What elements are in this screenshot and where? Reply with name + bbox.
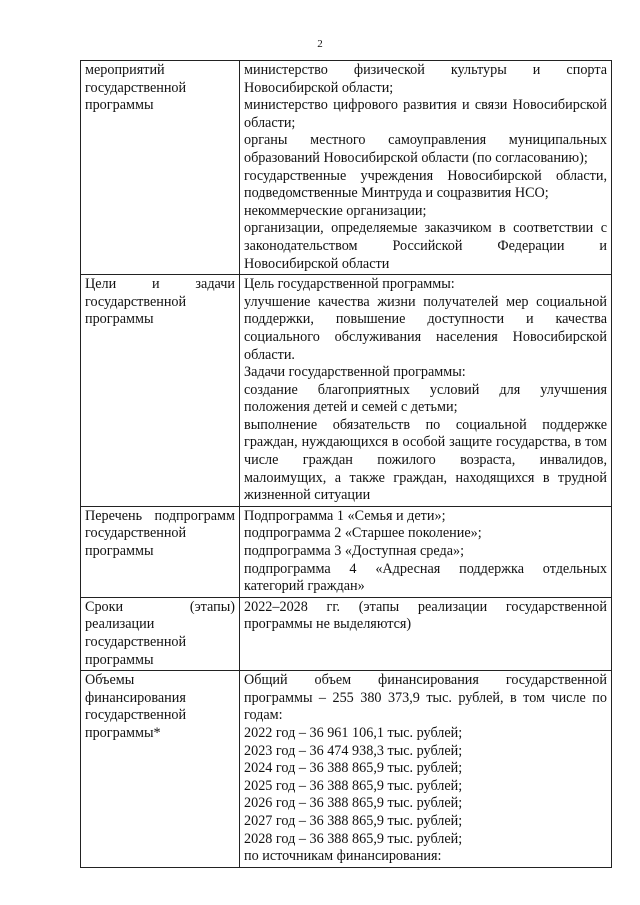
content-line: Общий объем финансирования государственной программы – 255 380 373,9 тыс. рублей, в том числе по годам: bbox=[244, 672, 607, 724]
content-line: 2022 год – 36 961 106,1 тыс. рублей; bbox=[244, 724, 463, 741]
row-content bbox=[240, 275, 612, 507]
content-line: Цель государственной программы: bbox=[244, 276, 455, 293]
content-line: выполнение обязательств по социальной поддержке граждан, нуждающихся в особой защите государства, в том числе граждан пожилого возраста, инвалидов, малоимущих, а также граждан, находящихся в трудной жизненной ситуации bbox=[244, 416, 607, 504]
content-line: министерство цифрового развития и связи Новосибирской области; bbox=[244, 97, 607, 131]
content-line: подпрограмма 3 «Доступная среда»; bbox=[244, 543, 465, 560]
content-line: государственные учреждения Новосибирской области, подведомственные Минтруда и соцразвития НСО; bbox=[244, 167, 607, 202]
content-line: 2024 год – 36 388 865,9 тыс. рублей; bbox=[244, 760, 463, 777]
row-content bbox=[240, 506, 612, 597]
content-line: 2023 год – 36 474 938,3 тыс. рублей; bbox=[244, 742, 463, 759]
page-number: 2 bbox=[317, 38, 323, 50]
content-line: 2025 год – 36 388 865,9 тыс. рублей; bbox=[244, 777, 463, 794]
row-label: Объемы финансирования государственной программы* bbox=[81, 671, 240, 868]
content-line: 2026 год – 36 388 865,9 тыс. рублей; bbox=[244, 795, 463, 812]
content-line: по источникам финансирования: bbox=[244, 848, 442, 865]
table-row bbox=[81, 61, 612, 275]
row-label: Цели и задачи государственной программы bbox=[81, 275, 240, 507]
row-content bbox=[240, 597, 612, 670]
content-line: подпрограмма 4 «Адресная поддержка отдельных категорий граждан» bbox=[244, 560, 607, 595]
content-line: организации, определяемые заказчиком в соответствии с законодательством Российской Федерации и Новосибирской области bbox=[244, 220, 607, 272]
table-row bbox=[81, 275, 612, 507]
row-content bbox=[240, 61, 612, 275]
table-row bbox=[81, 671, 612, 868]
content-line: министерство физической культуры и спорта Новосибирской области; bbox=[244, 62, 607, 96]
row-label: Перечень подпрограмм государственной программы bbox=[81, 506, 240, 597]
content-line: 2028 год – 36 388 865,9 тыс. рублей; bbox=[244, 830, 463, 847]
content-line: 2027 год – 36 388 865,9 тыс. рублей; bbox=[244, 812, 463, 829]
table-row bbox=[81, 506, 612, 597]
content-line: органы местного самоуправления муниципальных образований Новосибирской области (по согласованию); bbox=[244, 132, 607, 166]
content-line: 2022–2028 гг. (этапы реализации государственной программы не выделяются) bbox=[244, 598, 607, 633]
table-row bbox=[81, 597, 612, 670]
content-line: создание благоприятных условий для улучшения положения детей и семей с детьми; bbox=[244, 381, 607, 416]
row-label: мероприятий государственной программы bbox=[81, 61, 240, 275]
content-line: Подпрограмма 1 «Семья и дети»; bbox=[244, 507, 446, 524]
program-passport-table bbox=[80, 60, 612, 868]
content-line: улучшение качества жизни получателей мер социальной поддержки, повышение доступности и качества социального обслуживания населения Новосибирской области. bbox=[244, 293, 607, 363]
content-line: некоммерческие организации; bbox=[244, 202, 427, 219]
content-line: подпрограмма 2 «Старшее поколение»; bbox=[244, 525, 482, 542]
content-line: Задачи государственной программы: bbox=[244, 364, 466, 381]
row-label: Сроки (этапы) реализации государственной программы bbox=[81, 597, 240, 670]
row-content bbox=[240, 671, 612, 868]
